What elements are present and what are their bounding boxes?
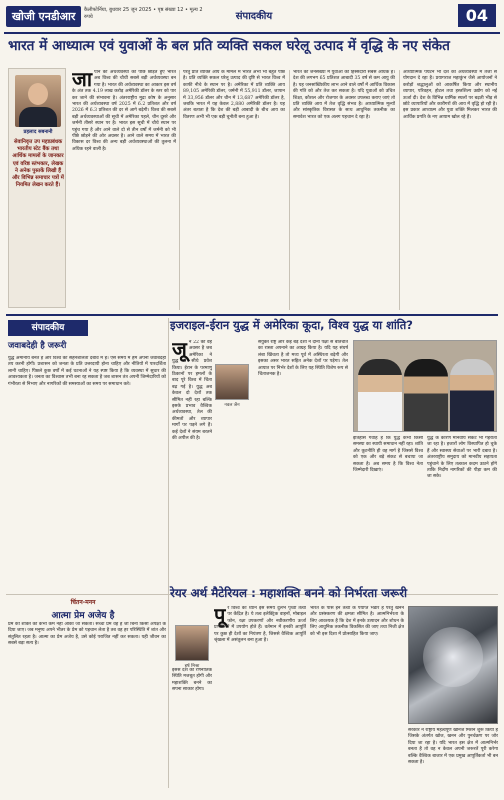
masthead (4, 4, 500, 34)
author-box (8, 68, 66, 308)
column-divider (168, 318, 169, 788)
page-number: 04 (458, 4, 496, 27)
author-photo-material (175, 625, 209, 661)
main-article-column-1: जापान की अर्थव्यवस्था को पीछे छोड़ते हुए भारत अब विश्व की चौथी सबसे बड़ी अर्थव्यवस्था बन गया है। भारत की अर्थव्यवस्था का आकार इस वर्ष के अंत तक 4.19 लाख करोड़ अमेरिकी डॉलर के स्तर को पार कर जाने की संभावना है। अंतरराष्ट्रीय मुद्रा कोष के अनुसार भारत की अर्थव्यवस्था वर्ष 2025 में 6.2 प्रतिशत और वर्ष 2026 में 6.3 प्रतिशत की दर से आगे बढ़ेगी। विश्व की सबसे बड़ी अर्थव्यवस्थाओं की सूची में अमेरिका पहले, चीन दूसरे और जर्मनी तीसरे स्थान पर है। भारत इस सूची में चौथे स्थान पर पहुंच गया है और आने वाले दो से तीन वर्षों में जर्मनी को भी पीछे छोड़ने की ओर अग्रसर है। आने वाले समय में भारत की विकास दर विश्व की अन्य बड़ी अर्थव्यवस्थाओं की तुलना में अधिक रहने वाली है। (72, 70, 176, 152)
dropcap: जा (72, 70, 93, 91)
material-column-3: सरकार ने राष्ट्रीय महत्वपूर्ण खनिज मिशन शुरू किया है जिसके अंतर्गत खोज, खनन और पुनर्चक्रण पर जोर दिया जा रहा है। यदि भारत इस क्षेत्र में आत्मनिर्भर बनता है तो वह न केवल अपनी जरूरतें पूरी करेगा बल्कि वैश्विक बाजार में एक प्रमुख आपूर्तिकर्ता भी बन सकता है। (408, 728, 498, 766)
editorial-body: युद्ध अमानीय बनते हैं और विश्व की सहनशीलता दबाव में है। ऐसे समय में हमें अपनी जवाबदेही तय करनी होगी। प्रशासन को जनता के प्रति उत्तरदायी होना चाहिए और नीतियों में पारदर्शिता लानी चाहिए। पिछले कुछ वर्षों में कई घटनाओं ने यह स्पष्ट किया है कि व्यवस्था में सुधार की आवश्यकता है। जनता का विश्वास तभी बना रह सकता है जब शासन तंत्र अपनी जिम्मेदारियों को गंभीरता से निभाए और नागरिकों की समस्याओं का समय पर समाधान करे। (8, 356, 166, 387)
iran-column-4: युद्ध के कारण मानवीय संकट भी गहराता जा रहा है। हजारों लोग विस्थापित हो चुके हैं और स्वास्थ्य सेवाओं पर भारी दबाव है। अंतरराष्ट्रीय समुदाय को मानवीय सहायता पहुंचाने के लिए तत्काल कदम उठाने होंगे ताकि निर्दोष नागरिकों की पीड़ा कम की जा सके। (427, 436, 497, 480)
author-caption-iran: नवल जैन (224, 403, 240, 408)
section-divider (6, 314, 498, 316)
dropcap: पू (214, 606, 226, 627)
author-photo-iran (215, 364, 249, 400)
main-article-column-2: परंतु प्रति व्यक्ति आय के मामले में भारत अभी भी बहुत पीछे है। प्रति व्यक्ति सकल घरेलू उत्पाद की दृष्टि से भारत विश्व में काफी नीचे के स्थान पर है। अमेरिका में प्रति व्यक्ति आय 89,105 अमेरिकी डॉलर, जर्मनी में 55,911 डॉलर, जापान में 33,956 डॉलर और चीन में 13,687 अमेरिकी डॉलर है, जबकि भारत में यह केवल 2,880 अमेरिकी डॉलर है। यह अंतर बताता है कि देश की बड़ी आबादी के बीच आय का वितरण अभी भी एक बड़ी चुनौती बना हुआ है। (183, 70, 285, 120)
editorial-tag: संपादकीय (8, 320, 88, 336)
iran-column-1: जून 22 को वह अवसर है जब अमेरिका ने युद्ध में सीधे प्रवेश किया। ईरान के परमाणु ठिकानों पर हमलों के बाद पूरे विश्व में चिंता बढ़ गई है। युद्ध अब केवल दो देशों तक सीमित नहीं रहा बल्कि इसके प्रभाव वैश्विक अर्थव्यवस्था, तेल की कीमतों और व्यापार मार्गों पर पड़ने लगे हैं। कई देशों ने संयम बरतने की अपील की है। (172, 340, 212, 442)
masthead-rule (4, 32, 500, 34)
column-divider (399, 70, 400, 310)
material-column-1: पूरे विश्व का ध्यान इस समय दुर्लभ पृथ्वी तत्वों पर केंद्रित है। ये तत्व इलेक्ट्रिक वाहनों, मोबाइल फोन, रक्षा उपकरणों और नवीकरणीय ऊर्जा प्रणालियों में उपयोग होते हैं। वर्तमान में इनकी आपूर्ति पर कुछ ही देशों का नियंत्रण है, जिससे वैश्विक आपूर्ति श्रृंखला में असंतुलन बना हुआ है। (214, 606, 306, 644)
material-column-4: इससे देश की रणनीतिक स्थिति मजबूत होगी और महाशक्ति बनने का सपना साकार होगा। (172, 668, 212, 693)
chintan-tag: चिंतन-मनन (70, 599, 96, 606)
leaders-photo (353, 340, 497, 432)
author-name: प्रहलाद सबनानी (23, 129, 53, 135)
main-article-column-4: आध्यात्मिक पर्यटन भी देश की अर्थव्यवस्था में तेजी से योगदान दे रहा है। प्रयागराज महाकुंभ जैसे आयोजनों ने करोड़ों श्रद्धालुओं को आकर्षित किया और स्थानीय व्यापार, परिवहन, होटल तथा हस्तशिल्प उद्योग को नई ऊर्जा दी। देश के विभिन्न धार्मिक स्थलों पर बढ़ती भीड़ से छोटे व्यापारियों और कारीगरों की आय में वृद्धि हो रही है। इस प्रकार आध्यात्म और युवा शक्ति मिलकर भारत की आर्थिक प्रगति के नए आयाम खोल रहे हैं। (403, 70, 497, 120)
material-headline: रेयर अर्थ मैटेरियल : महाशक्ति बनने को निर्भरता जरूरी (170, 586, 408, 600)
section-title: संपादकीय (235, 11, 273, 22)
column-divider (179, 70, 180, 310)
iran-column-2: संयुक्त राष्ट्र और कई बड़े देशों ने दोनों पक्षों से बातचीत का रास्ता अपनाने का आग्रह किया है। यदि यह संघर्ष लंबा खिंचता है तो मध्य पूर्व में अस्थिरता बढ़ेगी और इसका असर भारत सहित अनेक देशों पर पड़ेगा। तेल आयात पर निर्भर देशों के लिए यह स्थिति विशेष रूप से चिंताजनक है। (258, 340, 348, 378)
newspaper-brand: खोजी एनडीआर (6, 6, 81, 27)
author-bio: सेवानिवृत्त उप महाप्रबंधक भारतीय स्टेट बैंक तथा आर्थिक मामलों के जानकार एवं वरिष्ठ स्तंभकार, लेखक ने अनेक पुस्तकें लिखी हैं और विभिन्न समाचार पत्रों में नियमित लेखन करते हैं। (12, 139, 64, 189)
author-photo (15, 75, 61, 127)
author-caption-material: हर्ष मिश्रा (184, 664, 200, 669)
main-headline: भारत में आध्यात्म एवं युवाओं के बल प्रति व्यक्ति सकल घरेलू उत्पाद में वृद्धि के नए संकेत (8, 38, 450, 54)
chintan-body: प्रेम की शक्ति को कभी कम नहीं आंका जा सकता। सच्चा प्रेम वह है जो बिना किसी अपेक्षा के दिया जाए। जब मनुष्य अपने भीतर के प्रेम को पहचान लेता है तब वह हर परिस्थिति में शांत और संतुलित रहता है। आत्मा का प्रेम अजेय है, उसे कोई पराजित नहीं कर सकता। यही जीवन का सबसे बड़ा सत्य है। (8, 622, 166, 647)
column-divider (289, 70, 290, 310)
editorial-subhead: जवाबदेही है जरूरी (8, 341, 67, 351)
iran-column-3: इतिहास गवाह है कि युद्ध कभी किसी समस्या का स्थायी समाधान नहीं रहा। शांति और कूटनीति ही वह मार्ग है जिससे विश्व को एक और बड़े संकट से बचाया जा सकता है। अब समय है कि विश्व नेता जिम्मेदारी दिखाएं। (353, 436, 423, 474)
material-column-2: भारत के पास इन तत्वों के पर्याप्त भंडार हैं परंतु खनन और प्रसंस्करण की क्षमता सीमित है। आत्मनिर्भरता के लिए आवश्यक है कि देश में इनके उत्पादन और शोधन के लिए आधुनिक तकनीक विकसित की जाए तथा निजी क्षेत्र को भी इस दिशा में प्रोत्साहित किया जाए। (310, 606, 404, 637)
main-article-column-3: भारत की जनसंख्या में युवाओं की हिस्सेदारी सबसे अधिक है। देश की लगभग 65 प्रतिशत आबादी 35 वर्ष से कम आयु की है। यह जनसांख्यिकीय लाभ आने वाले वर्षों में आर्थिक विकास की गति को और तेज कर सकता है। यदि युवाओं को उचित शिक्षा, कौशल और रोजगार के अवसर उपलब्ध कराए जाएं तो प्रति व्यक्ति आय में तेज वृद्धि संभव है। आध्यात्मिक मूल्यों और सांस्कृतिक विरासत के साथ आधुनिक तकनीक का समावेश भारत को एक अलग पहचान दे रहा है। (293, 70, 395, 120)
chintan-title: आत्मा प्रेम अजेय है (51, 611, 115, 621)
iran-headline: इजराइल-ईरान युद्ध में अमेरिका कूदा, विश्व युद्ध या शांति? (170, 318, 413, 332)
dateline: कैलीफोर्निया, बुधवार 25 जून 2025 • पृष्ठ संख्या 12 • मूल्य 2 रुपये (84, 7, 203, 20)
rare-earth-photo (408, 606, 498, 724)
dropcap: जू (172, 340, 187, 361)
